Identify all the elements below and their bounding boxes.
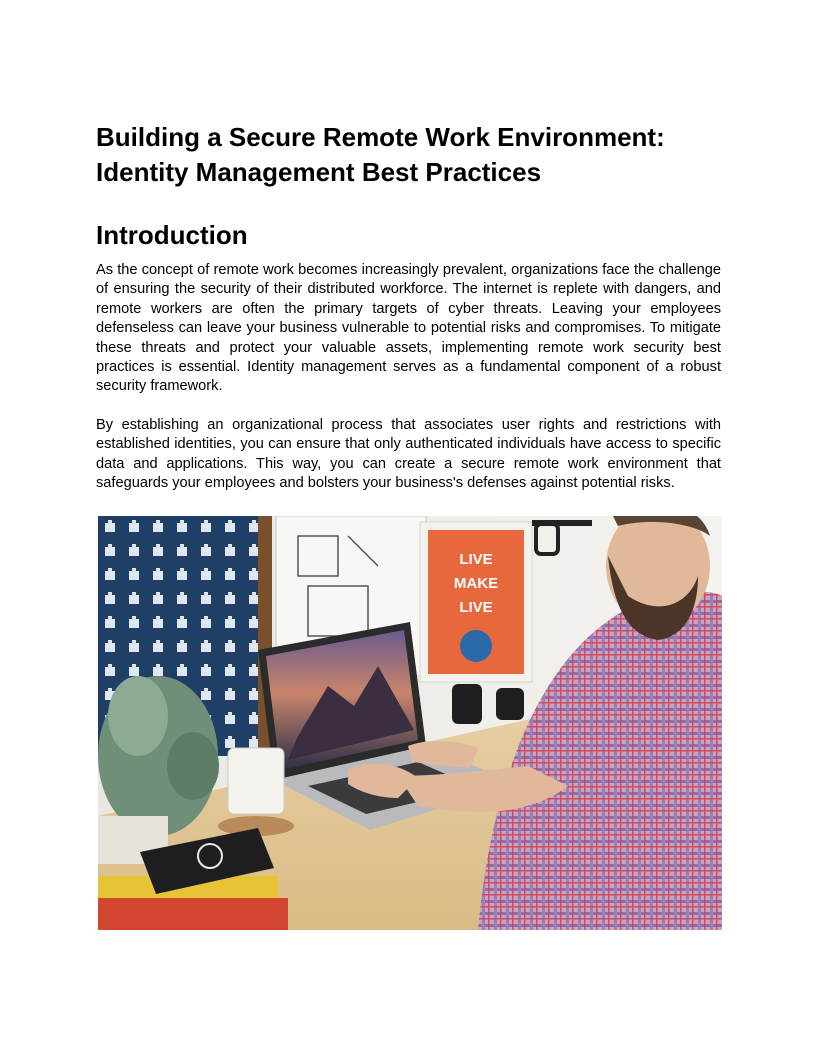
- poster-word-1: LIVE: [459, 551, 493, 568]
- document-title: Building a Secure Remote Work Environment: Identity Management Best Practices: [96, 122, 665, 187]
- remote-work-photo: [98, 516, 722, 930]
- poster-word-2: MAKE: [453, 575, 499, 592]
- poster-words: [454, 551, 498, 616]
- section-heading: Introduction: [96, 220, 248, 250]
- poster-word-3: LIVE: [459, 599, 493, 616]
- intro-paragraph-2: By establishing an organizational process that associates user rights and restrictions with established identities, you can ensure that only authenticated individuals have access to specific data and applications. This way, you can create a secure remote work environment that safeguards your employees and bolsters your business's defenses against potential risks.: [96, 417, 721, 492]
- intro-paragraph-1: As the concept of remote work becomes increasingly prevalent, organizations face the challenge of ensuring the security of their distributed workforce. The internet is replete with dangers, and remote workers are often the primary targets of cyber threats. Leaving your employees defenseless can leave your business vulnerable to potential risks and compromises. To mitigate these threats and protect your valuable assets, implementing remote work security best practices is essential. Identity management serves as a fundamental component of a robust security framework.: [96, 262, 721, 395]
